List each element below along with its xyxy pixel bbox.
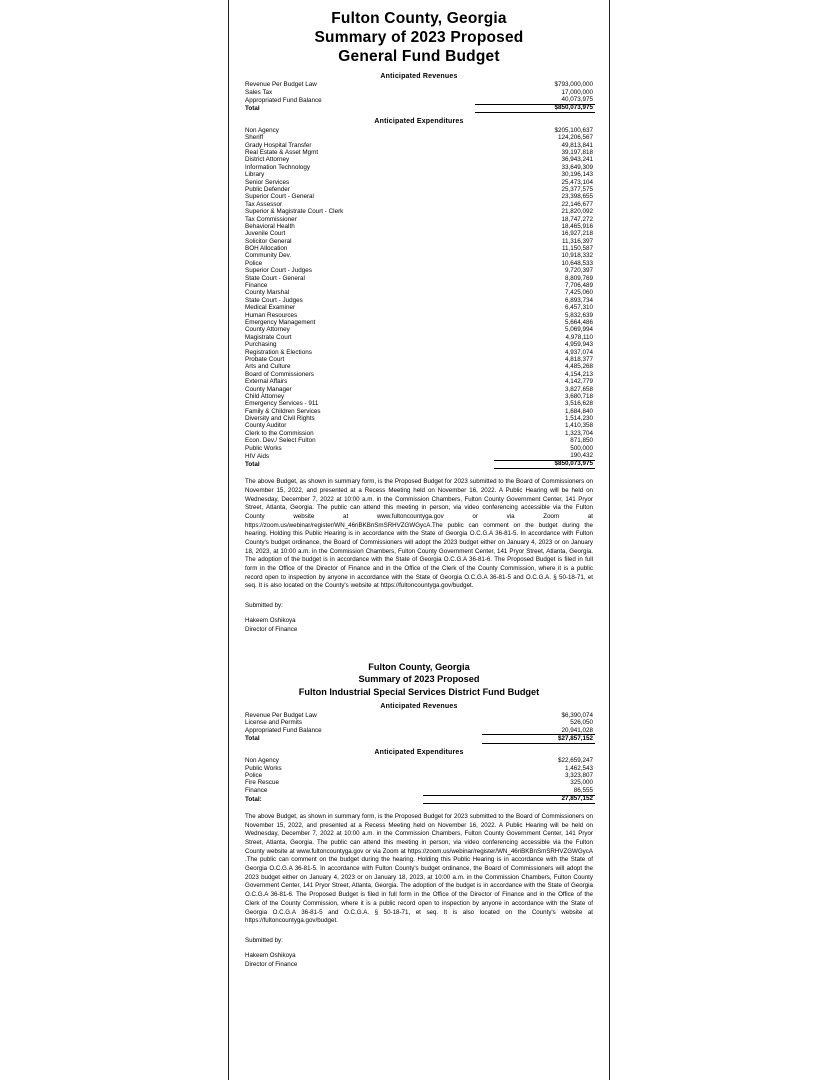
- total-amount: $27,857,152: [482, 735, 595, 743]
- line-amount: 1,514,230: [564, 415, 593, 423]
- line-amount: 3,323,807: [564, 772, 593, 780]
- table-row: [243, 379, 595, 386]
- line-amount: $205,100,637: [554, 126, 593, 134]
- line-amount: 3,680,718: [564, 392, 593, 400]
- line-label: Information Technology: [245, 163, 310, 171]
- doc2-revenues-table: [243, 712, 595, 744]
- line-label: Behavioral Health: [245, 222, 295, 230]
- table-row: [243, 268, 595, 275]
- table-row: [243, 416, 595, 423]
- doc1-revenues-table: [243, 82, 595, 114]
- line-amount: 3,827,658: [564, 385, 593, 393]
- line-amount: 11,316,397: [561, 237, 593, 245]
- table-row: [243, 758, 595, 765]
- line-amount: 16,927,218: [561, 230, 593, 238]
- line-amount: 18,465,916: [561, 222, 593, 230]
- table-row: [243, 209, 595, 216]
- table-row: [243, 89, 595, 96]
- line-label: Tax Assessor: [245, 200, 283, 208]
- line-label: Tax Commissioner: [245, 215, 297, 223]
- line-label: BOH Allocation: [245, 245, 288, 253]
- line-amount: 1,323,704: [564, 429, 593, 437]
- line-label: Superior & Magistrate Court - Clerk: [245, 208, 344, 216]
- table-row: [243, 172, 595, 179]
- line-label: Senior Services: [245, 178, 290, 186]
- line-amount: 325,000: [570, 779, 593, 787]
- table-row: [243, 386, 595, 393]
- line-amount: 30,196,143: [561, 171, 593, 179]
- table-row: [243, 452, 595, 460]
- line-label: Public Works: [245, 764, 282, 772]
- table-row: [243, 773, 595, 780]
- doc1-expenditures-table: [243, 127, 595, 469]
- line-label: Grady Hospital Transfer: [245, 141, 312, 149]
- line-label: County Manager: [245, 385, 292, 393]
- doc2-notice-paragraph: The above Budget, as shown in summary form, is the Proposed Budget for 2023 submitted to the Board of Commissioners on November 15, 2022, and presented at a Recess Meeting held on November 16, 2022. A Public Hearing will be held on Wednesday, December 7, 2022 at 10:00 a.m. in the Commission Chambers, Fulton County Government Center, 141 Pryor Street, Atlanta, Georgia. The public can attend this meeting in person, via video conferencing accessible via the Fulton County website at www.fultoncountyga.gov or via Zoom at https://zoom.us/webinar/register/WN_46riBKBnSmSRHVZGWGycA .The public can comment on the budget during the hearing. Holding this Public Hearing is in accordance with the State of Georgia O.C.G.A 36-81-5. In accordance with Fulton County's budget ordinance, the Board of Commissioners will adopt the 2023 budget either on January 4, 2023 or on January 18, 2023, at 10:00 a.m. in the Commission Chambers, Fulton County Government Center, 141 Pryor Street, Atlanta, Georgia. The adoption of the budget is in accordance with the State of Georgia O.C.G.A 36-81-6. The Proposed Budget is filed in full form in the Office of the Director of Finance and in the Office of the Clerk of the County Commission, where it is a public record open to inspection by anyone in accordance with the State of Georgia O.C.G.A 36-81-5 and O.C.G.A. § 50-18-71, et seq. It is also located on the County's website at https://fultoncountyga.gov/budget.: [245, 813, 593, 925]
- line-amount: 4,937,074: [564, 348, 593, 356]
- line-amount: 4,154,213: [564, 370, 593, 378]
- table-row: [243, 275, 595, 282]
- line-amount: 9,720,397: [564, 267, 593, 275]
- table-row-total: [243, 795, 595, 803]
- table-row: [243, 216, 595, 223]
- line-amount: 6,893,734: [564, 296, 593, 304]
- line-amount: 11,150,587: [561, 245, 593, 253]
- line-label: Finance: [245, 282, 268, 290]
- doc1-submitted-by: Submitted by:: [245, 601, 283, 609]
- table-row: [243, 149, 595, 156]
- line-amount: 39,197,818: [561, 149, 593, 156]
- line-amount: 871,850: [570, 437, 593, 445]
- table-row: [243, 97, 595, 105]
- line-label: Medical Examiner: [245, 304, 296, 312]
- table-row: [243, 253, 595, 260]
- line-amount: 4,978,110: [565, 333, 593, 341]
- table-row: [243, 445, 595, 452]
- total-label: Total: [245, 460, 260, 468]
- doc2-title-line-1: Fulton County, Georgia: [368, 661, 470, 672]
- table-row: [243, 246, 595, 253]
- table-row: [243, 780, 595, 787]
- line-label: Family & Children Services: [245, 407, 321, 415]
- line-label: Magistrate Court: [245, 333, 292, 341]
- table-row: [243, 238, 595, 245]
- total-amount: $850,073,975: [494, 460, 595, 468]
- table-row: [243, 127, 595, 134]
- line-label: Fire Rescue: [245, 779, 279, 787]
- line-amount: 5,832,639: [564, 311, 593, 319]
- line-label: District Attorney: [245, 156, 290, 164]
- doc2-title-line-2: Summary of 2023 Proposed: [358, 674, 480, 685]
- table-row: [243, 334, 595, 341]
- line-amount: 1,462,543: [564, 764, 593, 772]
- line-label: Clerk to the Commission: [245, 429, 314, 437]
- table-row: [243, 194, 595, 201]
- line-label: External Affairs: [245, 378, 288, 386]
- table-row: [243, 765, 595, 772]
- doc2-expenditures-heading: Anticipated Expenditures: [374, 748, 464, 756]
- line-label: Police: [245, 772, 263, 780]
- table-row: [243, 231, 595, 238]
- line-label: Arts and Culture: [245, 363, 291, 371]
- total-label: Total: [245, 104, 260, 112]
- line-label: Real Estate & Asset Mgmt: [245, 149, 319, 156]
- line-label: County Marshal: [245, 289, 290, 297]
- total-amount: $850,073,975: [475, 104, 595, 112]
- doc2-title-line-3: Fulton Industrial Special Services District Fund Budget: [298, 686, 540, 697]
- document-page: [228, 0, 610, 1080]
- doc1-expenditures-heading: Anticipated Expenditures: [374, 118, 464, 126]
- doc2-title: [243, 661, 595, 698]
- line-amount: 18,747,272: [561, 215, 593, 223]
- line-amount: $22,659,247: [557, 757, 593, 765]
- table-row: [243, 356, 595, 363]
- line-label: HIV Aids: [245, 452, 270, 460]
- table-row: [243, 342, 595, 349]
- table-row: [243, 223, 595, 230]
- table-row: [243, 349, 595, 356]
- table-row: [243, 82, 595, 89]
- doc2-signature-block: [243, 937, 595, 970]
- line-amount: 5,069,994: [564, 326, 593, 334]
- table-row: [243, 787, 595, 795]
- line-amount: 23,398,655: [561, 193, 593, 201]
- line-amount: 4,959,943: [564, 341, 593, 349]
- line-label: Board of Commissioners: [245, 370, 314, 378]
- table-row: [243, 371, 595, 378]
- doc2-revenues-heading: Anticipated Revenues: [380, 703, 458, 711]
- line-amount: 526,050: [570, 719, 593, 727]
- line-label: Community Dev.: [245, 252, 292, 260]
- doc2-signer-title: Director of Finance: [245, 960, 298, 968]
- doc1-title-line-3: General Fund Budget: [338, 47, 500, 65]
- line-amount: 10,918,332: [561, 252, 593, 260]
- line-amount: 3,516,628: [564, 400, 593, 408]
- table-row: [243, 179, 595, 186]
- table-row: [243, 297, 595, 304]
- line-label: State Court - Judges: [245, 296, 303, 304]
- line-label: Purchasing: [245, 341, 277, 349]
- line-label: Probate Court: [245, 355, 285, 363]
- line-label: County Attorney: [245, 326, 290, 334]
- line-amount: $793,000,000: [554, 81, 593, 89]
- line-amount: 1,684,840: [564, 407, 593, 415]
- line-label: County Auditor: [245, 422, 287, 430]
- doc1-revenues-heading: Anticipated Revenues: [380, 72, 458, 80]
- line-amount: $6,390,074: [561, 711, 593, 719]
- table-row: [243, 164, 595, 171]
- line-label: Sheriff: [245, 134, 264, 142]
- table-row: [243, 135, 595, 142]
- line-label: Appropriated Fund Balance: [245, 727, 322, 735]
- line-label: Human Resources: [245, 311, 298, 319]
- line-amount: 22,146,677: [561, 200, 593, 208]
- doc1-signature-block: [243, 602, 595, 635]
- line-amount: 86,555: [423, 787, 595, 795]
- line-amount: 4,142,779: [564, 378, 593, 386]
- table-row: [243, 327, 595, 334]
- table-row: [243, 727, 595, 735]
- line-amount: 7,425,060: [564, 289, 593, 297]
- line-label: Appropriated Fund Balance: [245, 96, 322, 104]
- line-amount: 36,943,241: [561, 156, 593, 164]
- line-label: Police: [245, 259, 263, 267]
- table-row: [243, 720, 595, 727]
- table-row: [243, 305, 595, 312]
- line-amount: 1,410,358: [564, 422, 593, 430]
- doc1-notice-paragraph: The above Budget, as shown in summary form, is the Proposed Budget for 2023 submitted to the Board of Commissioners on November 15, 2022, and presented at a Recess Meeting held on November 16, 2022. A Public Hearing will be held on Wednesday, December 7, 2022 at 10:00 a.m. in the Commission Chambers, Fulton County Government Center, 141 Pryor Street, Atlanta, Georgia. The public can attend this meeting in person, via video conferencing accessible via the Fulton County website at www.fultoncountyga.gov or via Zoom at https://zoom.us/webinar/register/WN_46riBKBnSmSRHVZGWGycA.The public can comment on the budget during the hearing. Holding this Public Hearing is in accordance with the State of Georgia O.C.G.A 36-81-5. In accordance with Fulton County's budget ordinance, the Board of Commissioners will adopt the 2023 budget either on January 4, 2023 or on January 18, 2023, at 10:00 a.m. in the Commission Chambers, Fulton County Government Center, 141 Pryor Street, Atlanta, Georgia. The adoption of the budget is in accordance with the State of Georgia O.C.G.A 36-81-6. The Proposed Budget is filed in full form in the Office of the Director of Finance and in the Office of the Clerk of the County Commission, where it is a public record open to inspection by anyone in accordance with the State of Georgia O.C.G.A 36-81-5 and O.C.G.A. § 50-18-71, et seq. It is also located on the County's website at https://fultoncountyga.gov/budget.: [245, 478, 593, 590]
- doc1-title-line-1: Fulton County, Georgia: [331, 10, 507, 27]
- total-label: Total:: [245, 795, 262, 803]
- line-label: Child Attorney: [245, 392, 285, 400]
- doc2-submitted-by: Submitted by:: [245, 936, 283, 944]
- doc1-title: [243, 10, 595, 67]
- line-amount: 8,809,769: [564, 274, 593, 282]
- line-amount: 190,432: [494, 452, 595, 460]
- line-label: Library: [245, 171, 265, 179]
- table-row-total: [243, 735, 595, 743]
- line-label: Finance: [245, 787, 268, 795]
- table-row: [243, 319, 595, 326]
- table-row-total: [243, 460, 595, 468]
- line-amount: 4,818,377: [564, 355, 593, 363]
- line-amount: 21,820,092: [561, 208, 593, 216]
- table-row: [243, 282, 595, 289]
- doc2-signer-name: Hakeem Oshikoya: [245, 951, 296, 959]
- table-row-total: [243, 104, 595, 112]
- line-label: Revenue Per Budget Law: [245, 81, 317, 89]
- doc1-signer-name: Hakeem Oshikoya: [245, 616, 296, 624]
- line-label: Public Defender: [245, 185, 290, 193]
- line-label: Sales Tax: [245, 88, 273, 96]
- line-amount: 10,648,533: [561, 259, 593, 267]
- line-label: Solicitor General: [245, 237, 292, 245]
- line-amount: 20,941,028: [482, 727, 595, 735]
- doc1-title-line-2: Summary of 2023 Proposed: [314, 28, 524, 46]
- line-label: Superior Court - Judges: [245, 267, 312, 275]
- line-label: Revenue Per Budget Law: [245, 711, 317, 719]
- line-label: Public Works: [245, 444, 282, 452]
- line-amount: 49,813,841: [561, 141, 593, 149]
- line-amount: 5,664,486: [564, 318, 593, 326]
- line-label: State Court - General: [245, 274, 305, 282]
- line-amount: 6,457,310: [564, 304, 593, 312]
- line-label: Diversity and Civil Rights: [245, 415, 315, 423]
- line-amount: 500,000: [570, 444, 593, 452]
- total-label: Total: [245, 735, 260, 743]
- line-amount: 7,706,489: [564, 282, 593, 290]
- line-label: Emergency Management: [245, 318, 316, 326]
- line-amount: 4,485,268: [564, 363, 593, 371]
- line-amount: 33,649,309: [561, 163, 593, 171]
- line-label: Juvenile Court: [245, 230, 286, 238]
- line-amount: 25,473,104: [561, 178, 593, 186]
- table-row: [243, 438, 595, 445]
- doc1-signer-title: Director of Finance: [245, 625, 298, 633]
- line-label: Non Agency: [245, 757, 279, 765]
- line-amount: 124,206,567: [557, 134, 593, 142]
- line-amount: 25,377,575: [561, 185, 593, 193]
- line-label: License and Permits: [245, 719, 303, 727]
- line-label: Emergency Services - 911: [245, 400, 319, 408]
- doc2-expenditures-table: [243, 758, 595, 804]
- line-label: Registration & Elections: [245, 348, 312, 356]
- line-label: Econ. Dev./ Select Fulton: [245, 437, 316, 445]
- line-label: Non Agency: [245, 126, 279, 134]
- line-amount: 40,073,975: [475, 97, 595, 105]
- total-amount: 27,857,152: [423, 795, 595, 803]
- line-amount: 17,000,000: [561, 88, 593, 96]
- line-label: Superior Court - General: [245, 193, 314, 201]
